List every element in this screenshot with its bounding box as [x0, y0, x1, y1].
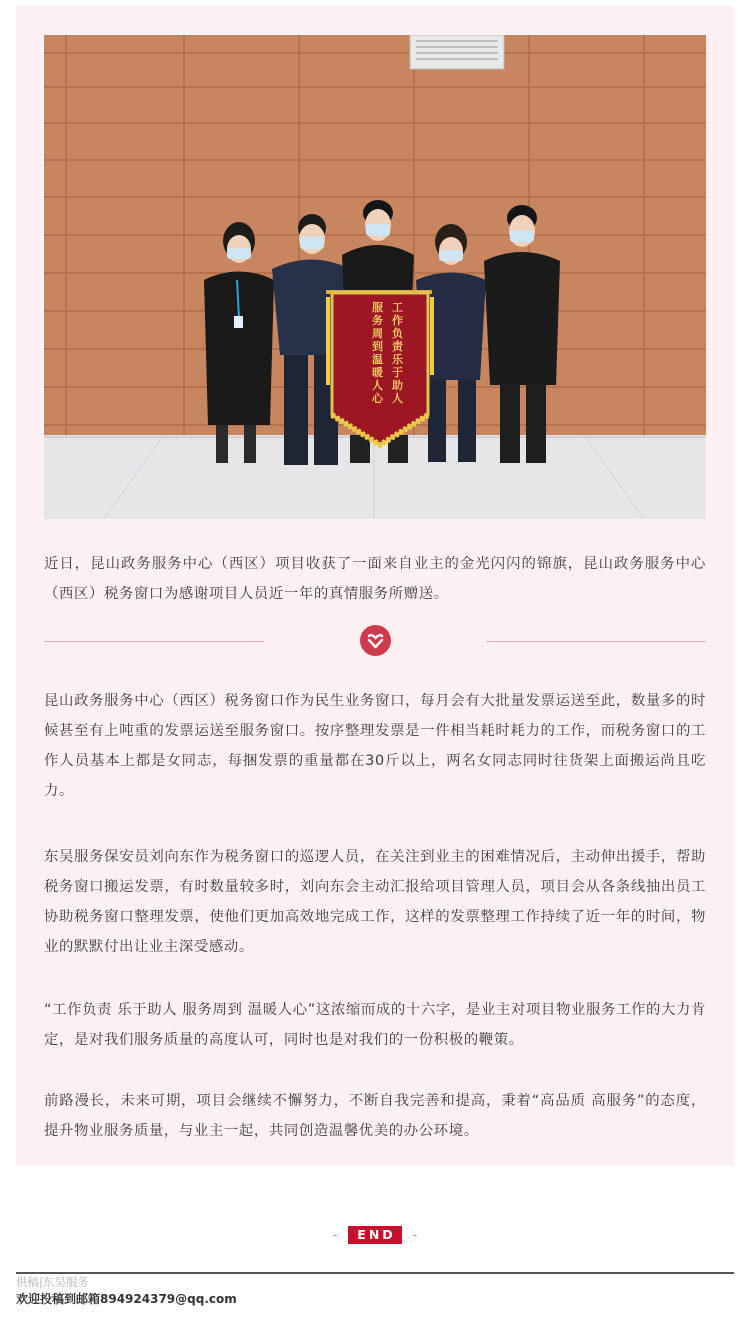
- pennant-text-right: 工作负责 乐于助人: [392, 301, 403, 405]
- divider-line-left: [44, 641, 264, 642]
- body-paragraph-3: “工作负责 乐于助人 服务周到 温暖人心”这浓缩而成的十六字，是业主对项目物业服务工作的大力肯定，是对我们服务质量的高度认可，同时也是对我们的一份积极的鞭策。: [44, 1002, 706, 1048]
- banner-photo: [44, 35, 706, 519]
- body-paragraph-1: 昆山政务服务中心（西区）税务窗口作为民生业务窗口，每月会有大批量发票运送至此，数量多的时候甚至有上吨重的发票运送至服务窗口。按序整理发票是一件相当耗时耗力的工作，而税务窗口的工作人员基本上都是女同志，每捆发票的重量都在30斤以上，两名女同志同时往货架上面搬运尚且吃力。: [44, 693, 706, 799]
- photo-illustration: [44, 35, 706, 519]
- intro-paragraph: 近日，昆山政务服务中心（西区）项目收获了一面来自业主的金光闪闪的锦旗，昆山政务服务中心（西区）税务窗口为感谢项目人员近一年的真情服务所赠送。: [44, 556, 706, 602]
- footer-divider: [16, 1272, 734, 1274]
- end-dash-left: -: [332, 1227, 338, 1243]
- article-card: [16, 6, 734, 1166]
- section-divider: [44, 625, 706, 657]
- body-paragraph-2: 东吴服务保安员刘向东作为税务窗口的巡逻人员，在关注到业主的困难情况后，主动伸出援手，帮助税务窗口搬运发票，有时数量较多时，刘向东会主动汇报给项目管理人员，项目会从各条线抽出员工协助税务窗口整理发票，使他们更加高效地完成工作，这样的发票整理工作持续了近一年的时间，物业的默默付出让业主深受感动。: [44, 849, 706, 955]
- pennant-text-left: 服务周到 温暖人心: [372, 301, 383, 405]
- footer-source: 供稿|东吴服务: [16, 1275, 89, 1289]
- end-label: END: [348, 1226, 401, 1244]
- heart-chevron-icon: [360, 625, 391, 656]
- end-marker: [0, 1226, 750, 1248]
- end-dash-right: -: [412, 1227, 418, 1243]
- divider-line-right: [486, 641, 706, 642]
- body-paragraph-4: 前路漫长，未来可期，项目会继续不懈努力，不断自我完善和提高，秉着“高品质 高服务”的态度，提升物业服务质量，与业主一起，共同创造温馨优美的办公环境。: [44, 1093, 706, 1139]
- footer-submission: 欢迎投稿到邮箱894924379@qq.com: [16, 1292, 237, 1306]
